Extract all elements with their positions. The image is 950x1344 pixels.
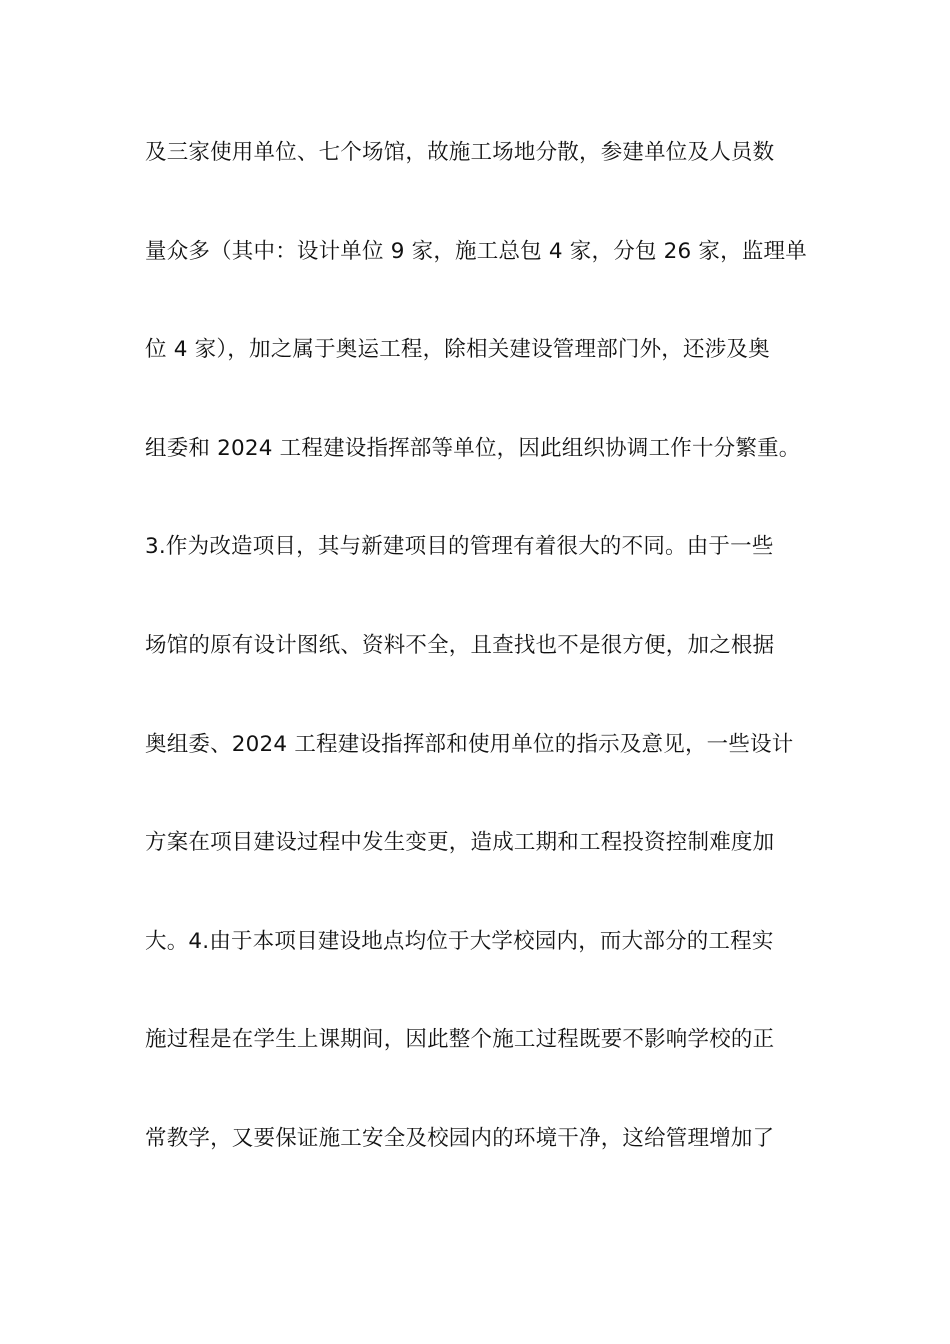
body-text — [145, 133, 815, 1218]
text-line: 及三家使用单位、七个场馆，故施工场地分散，参建单位及人员数 — [145, 140, 775, 165]
text-line: 组委和 2024 工程建设指挥部等单位，因此组织协调工作十分繁重。 — [145, 435, 801, 461]
text-line: 方案在项目建设过程中发生变更，造成工期和工程投资控制难度加 — [145, 830, 775, 856]
text-line: 奥组委、2024 工程建设指挥部和使用单位的指示及意见，一些设计 — [145, 731, 794, 757]
text-line: 大。4.由于本项目建设地点均位于大学校园内，而大部分的工程实 — [145, 928, 774, 954]
text-line: 位 4 家），加之属于奥运工程，除相关建设管理部门外，还涉及奥 — [145, 337, 770, 363]
text-line: 施过程是在学生上课期间，因此整个施工过程既要不影响学校的正 — [145, 1027, 775, 1053]
text-line: 3.作为改造项目，其与新建项目的管理有着很大的不同。由于一些 — [145, 534, 774, 560]
text-line: 量众多（其中：设计单位 9 家，施工总包 4 家，分包 26 家，监理单 — [145, 238, 807, 264]
text-line: 场馆的原有设计图纸、资料不全，且查找也不是很方便，加之根据 — [145, 632, 775, 658]
text-line: 常教学，又要保证施工安全及校园内的环境干净，这给管理增加了 — [145, 1125, 775, 1151]
